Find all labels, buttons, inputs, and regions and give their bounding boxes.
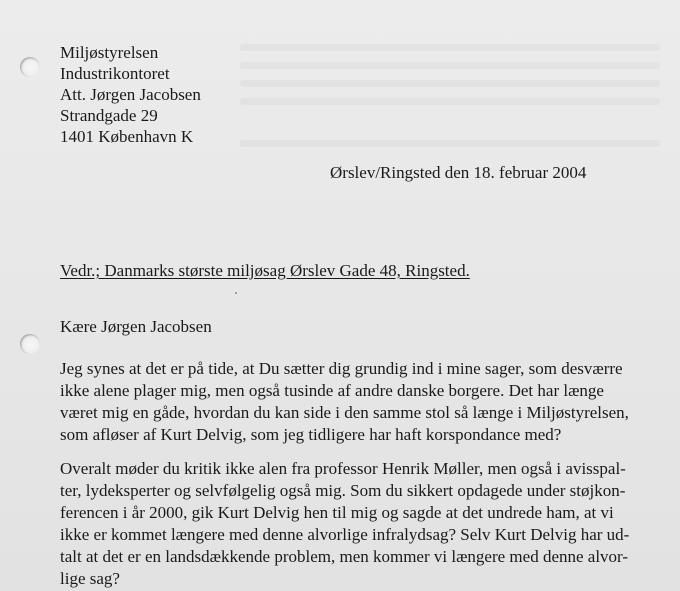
paragraph-line: lige sag? bbox=[60, 569, 120, 588]
recipient-line: Industrikontoret bbox=[60, 64, 170, 83]
bleed-through-mark bbox=[240, 98, 660, 105]
paragraph-line: været mig en gåde, hvordan du kan side i den samme stol så længe i Miljøstyrelsen, bbox=[60, 403, 629, 422]
place-date: Ørslev/Ringsted den 18. februar 2004 bbox=[330, 163, 587, 182]
paragraph-line: ikke er kommet længere med denne alvorlige infralydsag? Selv Kurt Delvig har ud- bbox=[60, 525, 630, 544]
paragraph-line: ikke alene plager mig, men også tusinde af andre danske borgere. Det har længe bbox=[60, 381, 604, 400]
paragraph-line: ter, lydeksperter og selvfølgelig også mig. Som du sikkert opdagede under støjkon- bbox=[60, 481, 626, 500]
bleed-through-mark bbox=[240, 62, 660, 69]
punch-hole bbox=[20, 57, 40, 77]
subject-line: Vedr.; Danmarks største miljøsag Ørslev Gade 48, Ringsted. bbox=[60, 261, 470, 280]
bleed-through-mark bbox=[240, 80, 660, 87]
recipient-line: 1401 København K bbox=[60, 127, 194, 146]
paragraph-line: talt at det er en landsdækkende problem, men kommer vi længere med denne alvor- bbox=[60, 547, 629, 566]
body-paragraph bbox=[60, 458, 629, 590]
punch-hole bbox=[20, 334, 40, 354]
paragraph-line: som afløser af Kurt Delvig, som jeg tidligere har haft korspondance med? bbox=[60, 425, 562, 444]
speck bbox=[235, 292, 237, 294]
bleed-through-mark bbox=[240, 140, 660, 147]
recipient-line: Miljøstyrelsen bbox=[60, 43, 159, 62]
paragraph-line: Jeg synes at det er på tide, at Du sætter dig grundig ind i mine sager, som desværre bbox=[60, 359, 623, 378]
recipient-line: Strandgade 29 bbox=[60, 106, 158, 125]
paragraph-line: ferencen i år 2000, gik Kurt Delvig hen til mig og sagde at det undrede ham, at vi bbox=[60, 503, 614, 522]
body-paragraph bbox=[60, 358, 629, 446]
bleed-through-mark bbox=[240, 44, 660, 51]
recipient-line: Att. Jørgen Jacobsen bbox=[60, 85, 201, 104]
salutation: Kære Jørgen Jacobsen bbox=[60, 317, 212, 336]
paragraph-line: Overalt møder du kritik ikke alen fra professor Henrik Møller, men også i avisspal- bbox=[60, 459, 626, 478]
